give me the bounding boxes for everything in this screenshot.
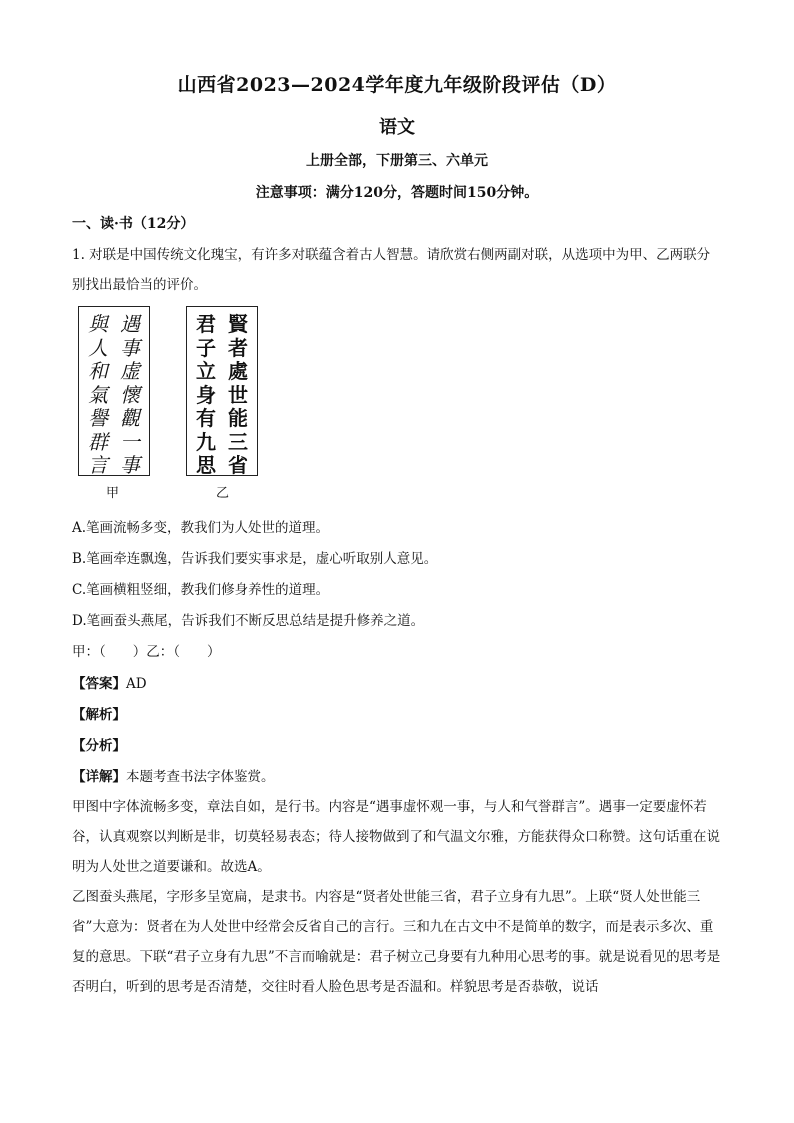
couplet-char: 賢 xyxy=(228,312,248,336)
couplet-b-right-column xyxy=(225,313,251,478)
couplet-char: 立 xyxy=(196,359,216,383)
couplet-char: 事 xyxy=(120,453,140,477)
detail-text: 本题考查书法字体鉴赏。 xyxy=(126,769,275,785)
couplet-char: 氣 xyxy=(88,382,108,407)
couplet-a-right-column xyxy=(117,313,143,478)
couplet-char: 處 xyxy=(228,359,248,383)
couplet-char: 身 xyxy=(196,382,216,407)
couplet-char: 省 xyxy=(228,453,248,477)
option-a: A.笔画流畅多变，教我们为人处世的道理。 xyxy=(72,520,330,536)
couplet-char: 九 xyxy=(196,429,216,454)
couplet-char: 三 xyxy=(228,429,248,454)
couplet-char: 思 xyxy=(196,453,216,477)
exam-title: 山西省2023—2024学年度九年级阶段评估（D） xyxy=(177,74,617,96)
couplet-a-caption: 甲 xyxy=(106,486,120,501)
couplet-figure-a xyxy=(78,306,150,476)
couplet-char: 子 xyxy=(196,335,216,360)
couplet-figure-b xyxy=(186,306,258,476)
answer-tag: 【答案】 xyxy=(72,676,126,692)
couplet-b-left-column xyxy=(193,313,219,478)
couplet-char: 能 xyxy=(228,406,248,430)
couplet-char: 事 xyxy=(120,335,140,360)
couplet-char: 一 xyxy=(120,429,140,454)
couplet-char: 者 xyxy=(228,335,248,360)
couplet-char: 世 xyxy=(228,382,248,407)
couplet-b-caption: 乙 xyxy=(216,486,230,501)
exam-notice: 注意事项：满分120分，答题时间150分钟。 xyxy=(255,185,539,201)
analysis-paragraph-2: 乙图蚕头燕尾，字形多呈宽扁，是隶书。内容是“贤者处世能三省，君子立身有九思”。上联“贤人处世能三省”大意为：贤者在为人处世中经常会反省自己的言行。三和九在古文中不是简单的数字，而是表示多次、重复的意思。下联“君子立身有九思”不言而喻就是：君子树立己身要有九种用心思考的事。就是说看见的思考是否明白，听到的思考是否清楚，交往时看人脸色思考是否温和。样貌思考是否恭敬，说话 xyxy=(72,889,721,995)
couplet-char: 與 xyxy=(88,312,108,336)
couplet-char: 遇 xyxy=(120,312,140,336)
fenxi-tag: 【分析】 xyxy=(72,738,126,754)
detail-tag: 【详解】 xyxy=(72,769,126,785)
option-b: B.笔画牵连飘逸，告诉我们要实事求是，虚心听取别人意见。 xyxy=(72,551,438,567)
option-c: C.笔画横粗竖细，教我们修身养性的道理。 xyxy=(72,582,330,598)
analysis-tag: 【解析】 xyxy=(72,707,126,723)
question-stem: 1. 对联是中国传统文化瑰宝，有许多对联蕴含着古人智慧。请欣赏右侧两副对联，从选项中为甲、乙两联分别找出最恰当的评价。 xyxy=(72,247,711,293)
couplet-char: 譽 xyxy=(88,406,108,430)
couplet-char: 虚 xyxy=(120,359,140,383)
couplet-a-left-column xyxy=(85,313,111,478)
couplet-char: 和 xyxy=(88,359,108,383)
answer-line xyxy=(72,672,147,692)
couplet-char: 言 xyxy=(88,453,108,477)
option-d: D.笔画蚕头燕尾，告诉我们不断反思总结是提升修养之道。 xyxy=(72,613,425,629)
couplet-char: 觀 xyxy=(120,406,140,430)
couplet-char: 懷 xyxy=(120,382,140,407)
couplet-char: 君 xyxy=(196,312,216,336)
section-heading: 一、读·书（12分） xyxy=(72,216,195,232)
detail-line xyxy=(72,765,275,785)
exam-subject: 语文 xyxy=(379,117,415,138)
exam-scope: 上册全部，下册第三、六单元 xyxy=(306,153,488,169)
answer-blank: 甲：（ ）乙：（ ） xyxy=(72,644,221,660)
couplet-char: 群 xyxy=(88,429,108,454)
couplet-char: 人 xyxy=(88,335,108,360)
analysis-paragraph-1: 甲图中字体流畅多变，章法自如，是行书。内容是“遇事虚怀观一事，与人和气誉群言”。遇事一定要虚怀若谷，认真观察以判断是非，切莫轻易表态；待人接物做到了和气温文尔雅，方能获得众口称赞。这句话重在说明为人处世之道要谦和。故选A。 xyxy=(72,799,720,875)
answer-value: AD xyxy=(126,676,147,692)
couplet-char: 有 xyxy=(196,406,216,430)
